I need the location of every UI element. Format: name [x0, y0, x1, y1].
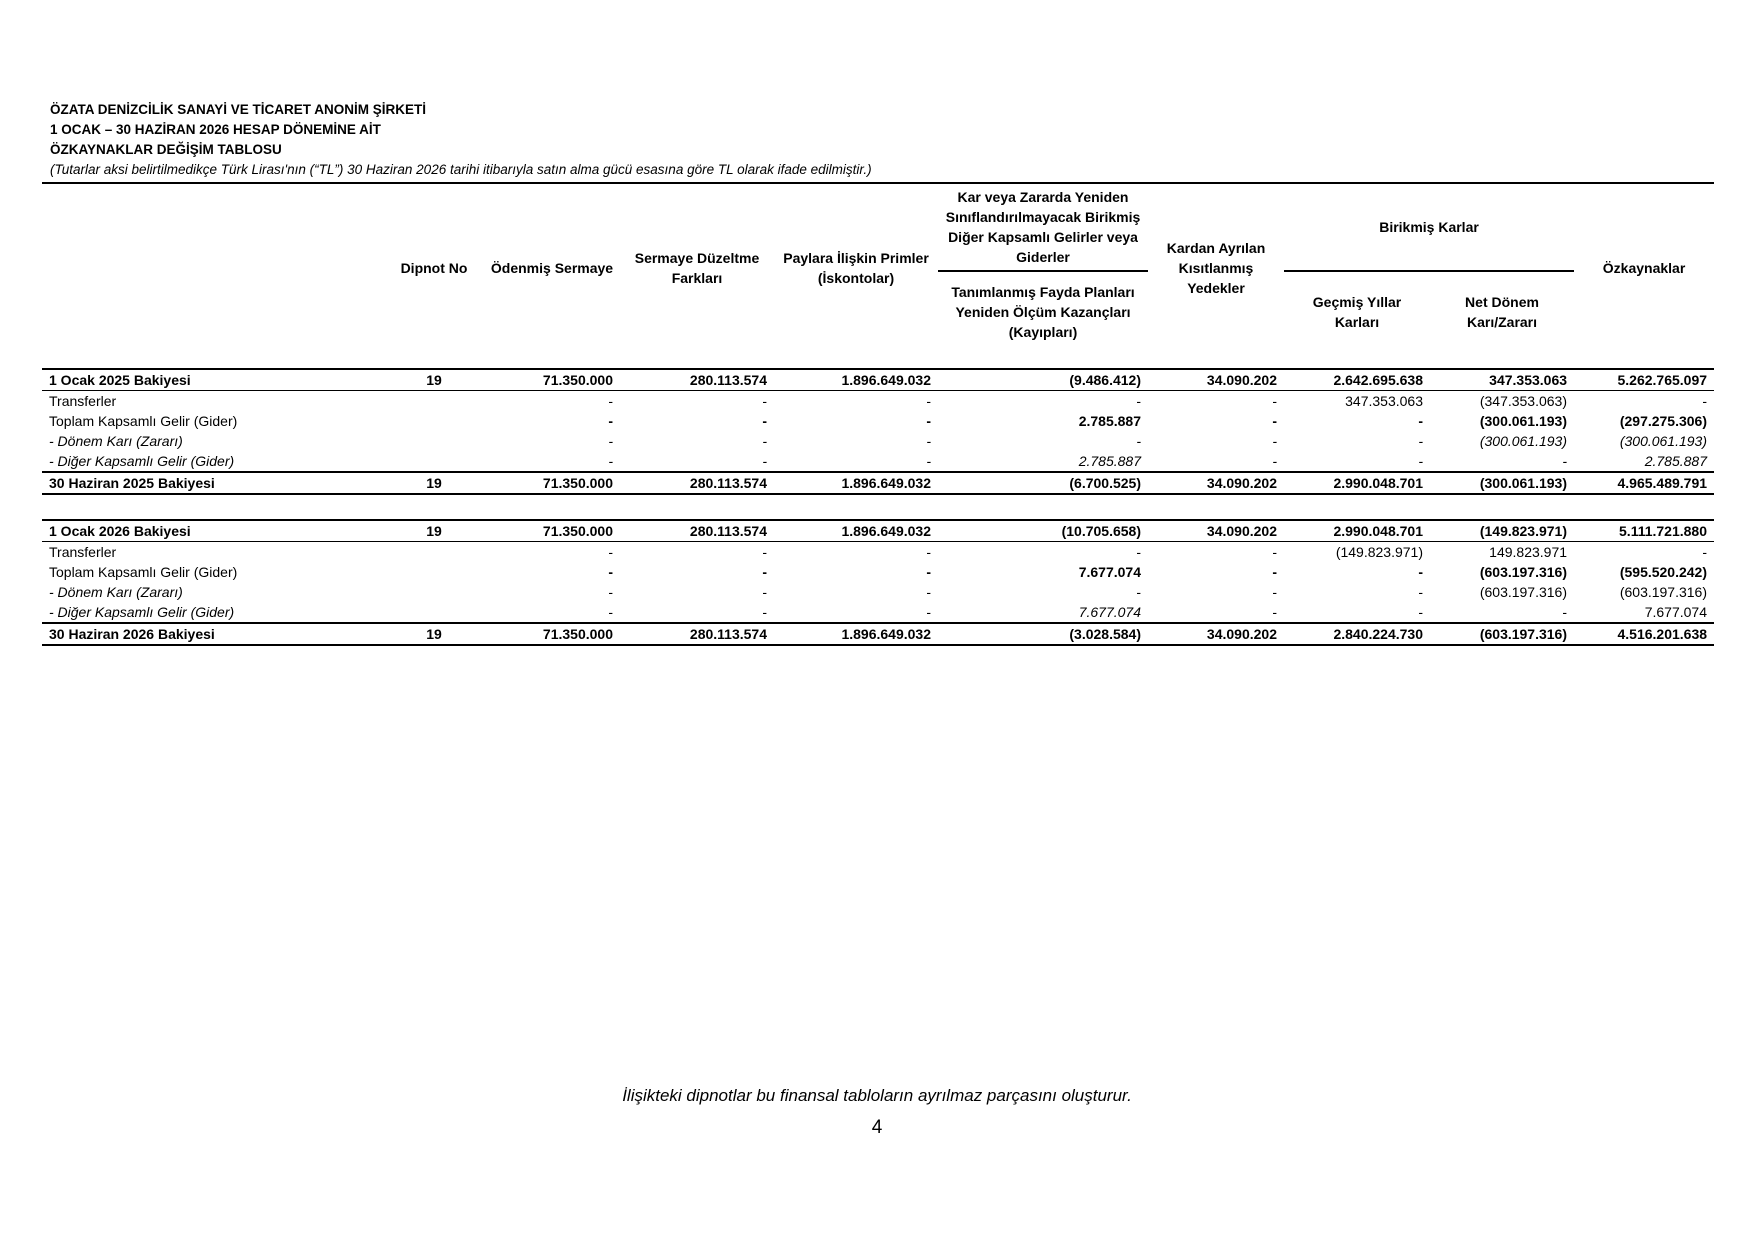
cell-ozkaynak: (300.061.193) [1619, 433, 1708, 449]
cell-gecmis: - [1418, 564, 1423, 580]
row-label: - Dönem Karı (Zararı) [49, 433, 183, 449]
cell-dipnot [384, 562, 484, 582]
cell-kisitlanmis: 34.090.202 [1148, 369, 1284, 391]
cell-odenmis: - [608, 544, 613, 560]
cell-oci: - [1136, 544, 1141, 560]
cell-dipnot: 19 [384, 520, 484, 542]
table-row [42, 562, 1714, 582]
period-title: 1 OCAK – 30 HAZİRAN 2026 HESAP DÖNEMİNE AİT [50, 122, 381, 137]
cell-primler: - [926, 453, 931, 469]
cell-ozkaynak: 5.111.721.880 [1574, 520, 1714, 542]
cell-duzeltme: - [762, 413, 767, 429]
table-header [42, 183, 1714, 369]
cell-ozkaynak: 2.785.887 [1644, 453, 1708, 469]
col-header-net-donem: Net Dönem Karı/Zararı [1465, 294, 1539, 330]
row-label: Transferler [49, 393, 117, 409]
cell-primler: - [926, 393, 931, 409]
cell-duzeltme: 280.113.574 [620, 520, 774, 542]
cell-duzeltme: - [762, 564, 767, 580]
cell-kisitlanmis: - [1272, 584, 1277, 600]
table-row [42, 472, 1714, 494]
group-header-oci: Kar veya Zararda Yeniden Sınıflandırılmayacak Birikmiş Diğer Kapsamlı Gelirler veya Giderler [938, 183, 1148, 271]
currency-note: (Tutarlar aksi belirtilmedikçe Türk Lirası'nın (“TL”) 30 Haziran 2026 tarihi itibarıyla satın alma gücü esasına göre TL olarak ifade edilmiştir.) [50, 162, 872, 177]
cell-oci: - [1136, 584, 1141, 600]
cell-dipnot [384, 411, 484, 431]
row-label: 30 Haziran 2025 Bakiyesi [42, 472, 384, 494]
cell-ozkaynak: 7.677.074 [1644, 604, 1708, 620]
cell-duzeltme: - [762, 433, 767, 449]
cell-primler: - [926, 604, 931, 620]
cell-kisitlanmis: - [1272, 544, 1277, 560]
cell-kisitlanmis: - [1272, 433, 1277, 449]
cell-dipnot [384, 431, 484, 451]
row-label: 1 Ocak 2025 Bakiyesi [42, 369, 384, 391]
cell-gecmis: (149.823.971) [1335, 544, 1423, 560]
cell-gecmis: 347.353.063 [1345, 393, 1423, 409]
cell-netdonem: (149.823.971) [1430, 520, 1574, 542]
cell-ozkaynak: - [1702, 544, 1708, 560]
cell-netdonem: (300.061.193) [1479, 413, 1568, 429]
table-row [42, 623, 1714, 645]
section-gap [42, 494, 1714, 520]
cell-primler: - [926, 433, 931, 449]
cell-dipnot: 19 [384, 369, 484, 391]
page-number: 4 [871, 1117, 883, 1138]
cell-odenmis: - [608, 433, 613, 449]
cell-oci: 2.785.887 [1078, 453, 1141, 469]
group-header-birikmis-karlar: Birikmiş Karlar [1284, 183, 1574, 271]
company-name: ÖZATA DENİZCİLİK SANAYİ VE TİCARET ANONİM ŞİRKETİ [50, 102, 427, 117]
cell-gecmis: 2.840.224.730 [1284, 623, 1430, 645]
cell-dipnot: 19 [384, 472, 484, 494]
cell-oci: (10.705.658) [938, 520, 1148, 542]
cell-kisitlanmis: - [1272, 413, 1277, 429]
statement-title: ÖZKAYNAKLAR DEĞİŞİM TABLOSU [50, 142, 282, 157]
cell-primler: 1.896.649.032 [774, 369, 938, 391]
cell-ozkaynak: 5.262.765.097 [1574, 369, 1714, 391]
cell-dipnot [384, 391, 484, 412]
cell-oci: - [1136, 393, 1141, 409]
row-label: Toplam Kapsamlı Gelir (Gider) [49, 413, 238, 429]
cell-netdonem: (300.061.193) [1479, 433, 1568, 449]
table-row [42, 582, 1714, 602]
cell-oci: 7.677.074 [1078, 564, 1141, 580]
cell-oci: (6.700.525) [938, 472, 1148, 494]
cell-kisitlanmis: 34.090.202 [1148, 472, 1284, 494]
cell-kisitlanmis: 34.090.202 [1148, 623, 1284, 645]
row-label: Toplam Kapsamlı Gelir (Gider) [49, 564, 238, 580]
cell-gecmis: 2.642.695.638 [1284, 369, 1430, 391]
table-row [42, 369, 1714, 391]
cell-kisitlanmis: - [1272, 393, 1277, 409]
cell-primler: 1.896.649.032 [774, 472, 938, 494]
cell-gecmis: - [1418, 413, 1423, 429]
table-body [42, 369, 1714, 645]
cell-ozkaynak: (297.275.306) [1619, 413, 1708, 429]
cell-odenmis: 71.350.000 [484, 623, 620, 645]
cell-gecmis: 2.990.048.701 [1284, 472, 1430, 494]
cell-gecmis: - [1418, 453, 1423, 469]
cell-duzeltme: 280.113.574 [620, 472, 774, 494]
cell-kisitlanmis: - [1272, 564, 1277, 580]
cell-dipnot: 19 [384, 623, 484, 645]
cell-netdonem: (603.197.316) [1430, 623, 1574, 645]
cell-dipnot [384, 451, 484, 472]
table-row [42, 391, 1714, 412]
cell-ozkaynak: (603.197.316) [1619, 584, 1708, 600]
header-rule [42, 352, 1714, 369]
cell-odenmis: 71.350.000 [484, 369, 620, 391]
row-label: Transferler [49, 544, 117, 560]
cell-gecmis: - [1418, 604, 1423, 620]
cell-gecmis: - [1418, 584, 1423, 600]
cell-kisitlanmis: - [1272, 604, 1277, 620]
footnote: İlişikteki dipnotlar bu finansal tabloların ayrılmaz parçasını oluşturur. [622, 1086, 1132, 1105]
cell-odenmis: 71.350.000 [484, 472, 620, 494]
cell-odenmis: 71.350.000 [484, 520, 620, 542]
cell-ozkaynak: 4.965.489.791 [1574, 472, 1714, 494]
row-label: 1 Ocak 2026 Bakiyesi [42, 520, 384, 542]
cell-dipnot [384, 542, 484, 563]
cell-netdonem: (300.061.193) [1430, 472, 1574, 494]
cell-ozkaynak: - [1702, 393, 1708, 409]
cell-netdonem: 347.353.063 [1430, 369, 1574, 391]
row-label: 30 Haziran 2026 Bakiyesi [42, 623, 384, 645]
cell-primler: 1.896.649.032 [774, 623, 938, 645]
row-label: - Diğer Kapsamlı Gelir (Gider) [49, 604, 235, 620]
cell-oci: - [1136, 433, 1141, 449]
cell-odenmis: - [608, 413, 613, 429]
cell-netdonem: - [1562, 604, 1568, 620]
cell-primler: - [926, 413, 931, 429]
cell-duzeltme: - [762, 393, 767, 409]
table-row [42, 520, 1714, 542]
cell-gecmis: - [1418, 433, 1423, 449]
col-header-gecmis-yillar: Geçmiş Yıllar Karları [1312, 294, 1402, 330]
cell-duzeltme: 280.113.574 [620, 369, 774, 391]
cell-oci: (9.486.412) [938, 369, 1148, 391]
cell-netdonem: (603.197.316) [1479, 564, 1568, 580]
cell-netdonem: - [1562, 453, 1568, 469]
cell-netdonem: (603.197.316) [1479, 584, 1568, 600]
cell-primler: - [926, 584, 931, 600]
cell-primler: - [926, 564, 931, 580]
row-label: - Dönem Karı (Zararı) [49, 584, 183, 600]
col-header-paylara-iliskin-primler: Paylara İlişkin Primler (İskontolar) [783, 250, 929, 286]
cell-primler: - [926, 544, 931, 560]
col-header-sermaye-duzeltme: Sermaye Düzeltme Farkları [634, 250, 760, 286]
table-row [42, 542, 1714, 563]
table-row [42, 602, 1714, 623]
cell-ozkaynak: (595.520.242) [1619, 564, 1708, 580]
table-row [42, 451, 1714, 472]
label-column-header [42, 183, 384, 352]
cell-oci: 7.677.074 [1078, 604, 1141, 620]
table-row [42, 431, 1714, 451]
cell-netdonem: 149.823.971 [1489, 544, 1568, 560]
cell-gecmis: 2.990.048.701 [1284, 520, 1430, 542]
col-header-ozkaynaklar: Özkaynaklar [1602, 260, 1686, 276]
cell-duzeltme: - [762, 544, 767, 560]
cell-kisitlanmis: - [1272, 453, 1277, 469]
col-header-kisitlanmis-yedekler: Kardan Ayrılan Kısıtlanmış Yedekler [1166, 240, 1266, 296]
cell-duzeltme: - [762, 453, 767, 469]
col-header-tanimlanmis-fayda: Tanımlanmış Fayda Planları Yeniden Ölçüm Kazançları (Kayıpları) [951, 284, 1135, 340]
col-header-odenmis-sermaye: Ödenmiş Sermaye [490, 260, 614, 276]
cell-ozkaynak: 4.516.201.638 [1574, 623, 1714, 645]
cell-duzeltme: 280.113.574 [620, 623, 774, 645]
cell-netdonem: (347.353.063) [1479, 393, 1568, 409]
cell-duzeltme: - [762, 604, 767, 620]
cell-duzeltme: - [762, 584, 767, 600]
cell-odenmis: - [608, 604, 613, 620]
cell-oci: 2.785.887 [1078, 413, 1141, 429]
equity-changes-table [42, 182, 1714, 646]
cell-odenmis: - [608, 584, 613, 600]
document-header [50, 100, 1720, 180]
table-row [42, 411, 1714, 431]
cell-odenmis: - [608, 564, 613, 580]
cell-dipnot [384, 582, 484, 602]
cell-dipnot [384, 602, 484, 623]
col-header-dipnot: Dipnot No [400, 260, 468, 276]
cell-odenmis: - [608, 453, 613, 469]
cell-primler: 1.896.649.032 [774, 520, 938, 542]
cell-kisitlanmis: 34.090.202 [1148, 520, 1284, 542]
cell-oci: (3.028.584) [938, 623, 1148, 645]
row-label: - Diğer Kapsamlı Gelir (Gider) [49, 453, 235, 469]
cell-odenmis: - [608, 393, 613, 409]
